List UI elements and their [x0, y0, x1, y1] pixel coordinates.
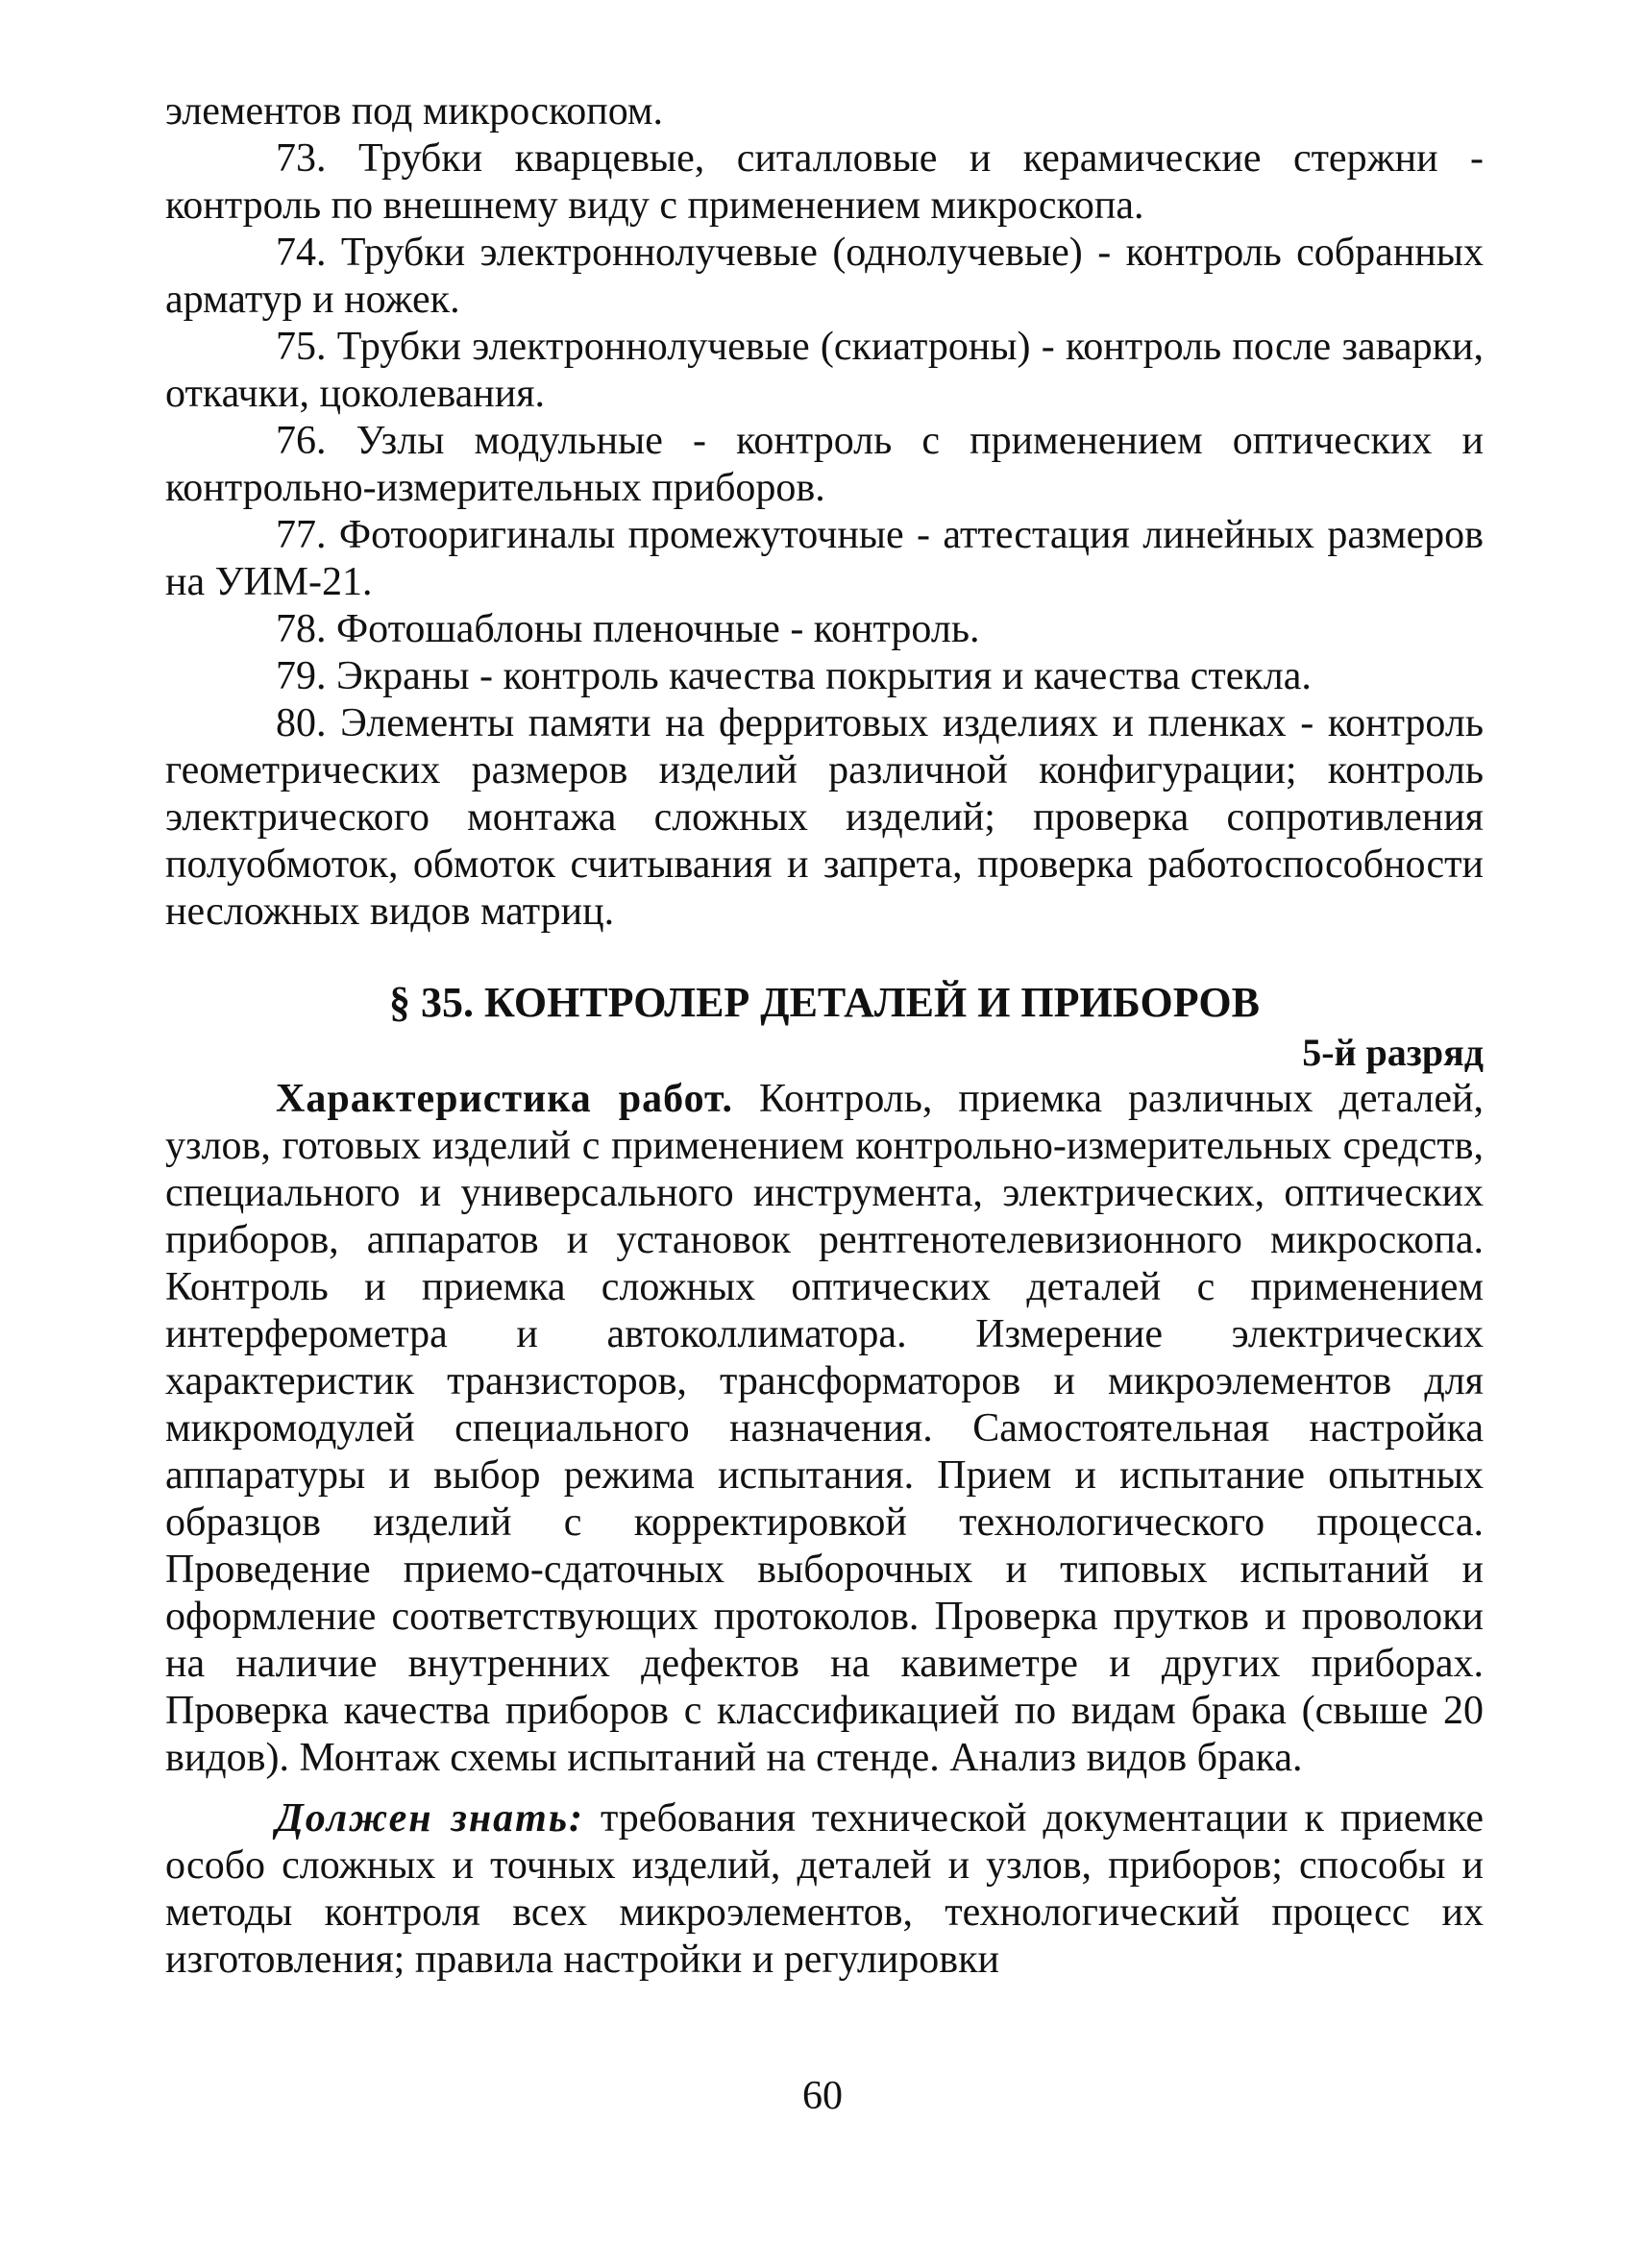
- characteristics-text: Контроль, приемка различных деталей, узлов, готовых изделий с применением контрольно-измерительных средств, специального и универсального инструмента, электрических, оптических приборов, аппаратов и установок рентгенотелевизионного микроскопа. Контроль и приемка сложных оптических деталей с применением интерферометра и автоколлиматора. Измерение электрических характеристик транзисторов, трансформаторов и микроэлементов для микромодулей специального назначения. Самостоятельная настройка аппаратуры и выбор режима испытания. Прием и испытание опытных образцов изделий с корректировкой технологического процесса. Проведение приемо-сдаточных выборочных и типовых испытаний и оформление соответствующих протоколов. Проверка прутков и проволоки на наличие внутренних дефектов на кавиметре и других приборах. Проверка качества приборов с классификацией по видам брака (свыше 20 видов). Монтаж схемы испытаний на стенде. Анализ видов брака.: [165, 1077, 1484, 1780]
- item-text: Узлы модульные - контроль с применением оптических и контрольно-измерительных приборов.: [165, 419, 1484, 510]
- knowledge-text: требования технической документации к приемке особо сложных и точных изделий, деталей и узлов, приборов; способы и методы контроля всех микроэлементов, технологический процесс их изготовления; правила настройки и регулировки: [165, 1796, 1484, 1982]
- item-text: Фотошаблоны пленочные - контроль.: [336, 607, 980, 651]
- item-number: 75.: [276, 325, 327, 369]
- document-page: [165, 88, 1484, 1984]
- section-grade: 5-й разряд: [1302, 1031, 1484, 1074]
- continuation-text: элементов под микроскопом.: [165, 89, 664, 134]
- list-item: [165, 135, 1484, 230]
- item-text: Трубки электроннолучевые (скиатроны) - контроль после заварки, откачки, цоколевания.: [165, 325, 1484, 416]
- item-number: 76.: [276, 419, 327, 463]
- item-number: 74.: [276, 231, 327, 275]
- list-item: [165, 606, 1484, 653]
- list-item: [165, 324, 1484, 418]
- item-number: 77.: [276, 513, 327, 557]
- list-item: [165, 700, 1484, 936]
- item-number: 78.: [276, 607, 327, 651]
- item-number: 80.: [276, 701, 327, 745]
- list-item: [165, 653, 1484, 700]
- list-item: [165, 230, 1484, 324]
- numbered-list: [165, 135, 1484, 936]
- item-text: Трубки электроннолучевые (однолучевые) - контроль собранных арматур и ножек.: [165, 231, 1484, 322]
- knowledge-label: Должен знать:: [276, 1796, 585, 1841]
- characteristics-label: Характеристика работ.: [276, 1077, 734, 1121]
- characteristics-paragraph: [165, 1076, 1484, 1782]
- page-number: 60: [802, 2074, 843, 2118]
- list-item: [165, 512, 1484, 606]
- item-number: 73.: [276, 136, 327, 181]
- item-text: Трубки кварцевые, ситалловые и керамические стержни - контроль по внешнему виду с применением микроскопа.: [165, 136, 1485, 228]
- item-text: Элементы памяти на ферритовых изделиях и пленках - контроль геометрических размеров изделий различной конфигурации; контроль электрического монтажа сложных изделий; проверка сопротивления полуобмоток, обмоток считывания и запрета, проверка работоспособности несложных видов матриц.: [165, 701, 1484, 934]
- section-title: § 35. КОНТРОЛЕР ДЕТАЛЕЙ И ПРИБОРОВ: [389, 979, 1260, 1026]
- list-item: [165, 418, 1484, 512]
- knowledge-paragraph: [165, 1795, 1484, 1984]
- item-number: 79.: [276, 654, 327, 698]
- item-text: Фотооригиналы промежуточные - аттестация линейных размеров на УИМ-21.: [165, 513, 1485, 604]
- item-text: Экраны - контроль качества покрытия и качества стекла.: [336, 654, 1312, 698]
